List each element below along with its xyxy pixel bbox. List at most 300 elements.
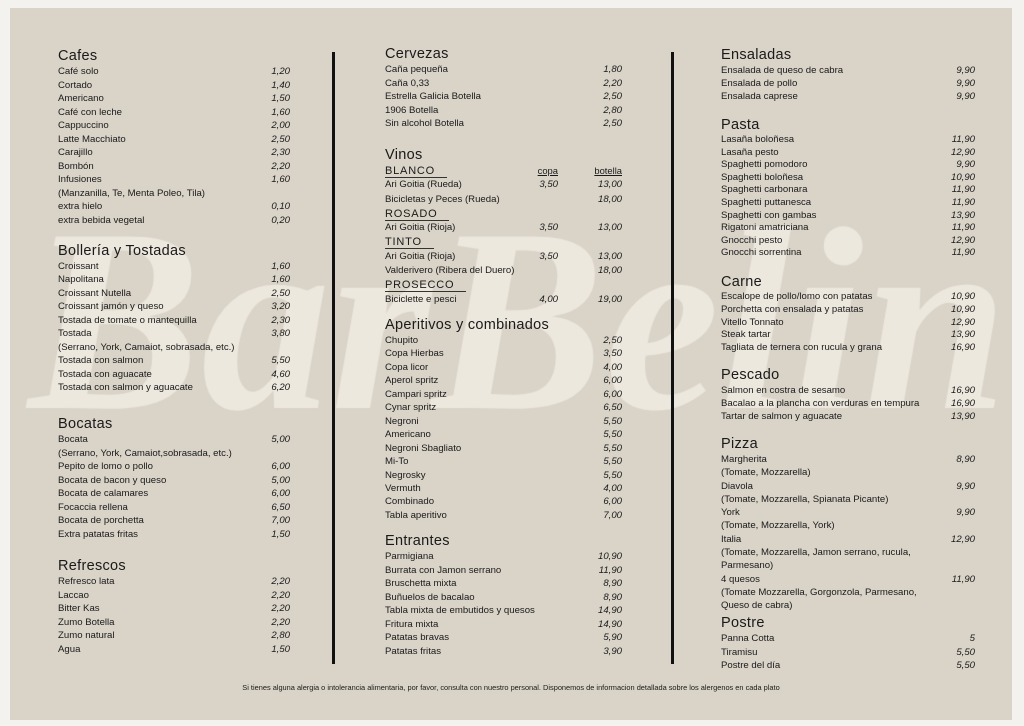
item-price: 4,00 <box>603 482 622 494</box>
section-title: Ensaladas <box>721 47 792 63</box>
item-name: Queso de cabra) <box>721 600 793 612</box>
item-name: Valderivero (Ribera del Duero) <box>385 265 515 277</box>
item-name: Margherita <box>721 454 767 465</box>
item-price-copa: 3,50 <box>539 179 558 191</box>
menu-item <box>58 616 290 630</box>
menu-item <box>58 487 290 501</box>
item-price: 5,90 <box>603 632 622 643</box>
item-name: Americano <box>385 429 431 441</box>
item-price: 6,20 <box>271 381 290 393</box>
item-price: 12,90 <box>950 316 975 328</box>
botella-header: botella <box>594 165 622 176</box>
menu-item <box>721 646 975 660</box>
menu-item <box>58 314 290 327</box>
item-price: 2,50 <box>603 335 622 346</box>
item-name: Spaghetti puttanesca <box>721 196 812 208</box>
item-name: Croissant jamón y queso <box>58 301 164 313</box>
item-price: 11,90 <box>951 247 975 259</box>
item-price: 1,60 <box>271 174 290 185</box>
menu-item <box>58 92 290 106</box>
item-price: 11,90 <box>951 573 975 585</box>
item-price: 4,00 <box>603 361 622 373</box>
menu-item <box>385 90 622 104</box>
item-name: Diavola <box>721 480 753 492</box>
menu-item <box>58 327 290 340</box>
item-name: Croissant Nutella <box>58 287 132 299</box>
item-price: 9,90 <box>956 480 975 492</box>
item-price: 6,00 <box>603 375 622 387</box>
item-name: Steak tartar <box>721 329 771 341</box>
item-name: Fritura mixta <box>385 618 439 630</box>
item-price: 2,20 <box>271 616 290 628</box>
item-name: TINTO <box>385 236 434 249</box>
menu-page <box>10 8 1012 720</box>
item-price: 11,90 <box>951 184 975 196</box>
menu-section-entrantes <box>385 533 622 658</box>
item-name: 4 quesos <box>721 573 760 585</box>
item-price: 10,90 <box>950 171 975 183</box>
item-price: 2,80 <box>271 630 290 642</box>
item-name: ROSADO <box>385 208 449 221</box>
menu-item <box>385 221 622 235</box>
menu-item <box>58 460 290 474</box>
item-name: Negroni <box>385 415 419 427</box>
menu-item <box>58 354 290 367</box>
menu-item <box>58 300 290 313</box>
allergen-notice: Si tienes alguna alergia o intolerancia alimentaria, por favor, consulta con nuestro personal. Disponemos de informacion detallada sobre los alergenos en cada plato <box>242 683 780 692</box>
menu-item <box>385 482 622 495</box>
item-name: Lasaña boloñesa <box>721 134 795 145</box>
item-price: 2,50 <box>603 118 622 129</box>
menu-item <box>385 550 622 564</box>
section-title: Cervezas <box>385 46 449 62</box>
item-price: 6,00 <box>271 488 290 499</box>
menu-item <box>385 293 622 307</box>
menu-item <box>721 410 975 423</box>
section-title: Postre <box>721 615 765 631</box>
item-price: 18,00 <box>597 265 622 277</box>
menu-column-3 <box>721 8 975 708</box>
item-name: Ari Goitia (Rioja) <box>385 222 456 234</box>
menu-section-bolleria-y-tostadas <box>58 243 290 394</box>
item-name: (Tomate, Mozzarella, Jamon serrano, rucula, <box>721 547 911 559</box>
item-price: 1,80 <box>603 64 622 75</box>
item-price: 2,20 <box>271 160 290 172</box>
menu-item <box>721 172 975 185</box>
item-price: 14,90 <box>597 605 622 616</box>
menu-item <box>385 415 622 428</box>
menu-item <box>385 63 622 77</box>
item-name: Ensalada de queso de cabra <box>721 65 844 76</box>
menu-item <box>58 528 290 542</box>
menu-section-ensaladas <box>721 47 975 103</box>
menu-item <box>58 629 290 643</box>
item-price: 12,90 <box>950 234 975 246</box>
item-price-copa: 3,50 <box>539 250 558 262</box>
menu-item <box>385 428 622 441</box>
menu-section-pizza <box>721 436 975 613</box>
item-price: 5,50 <box>603 429 622 441</box>
item-price: 5,50 <box>603 469 622 481</box>
menu-item <box>385 374 622 387</box>
menu-item-note <box>721 559 975 572</box>
item-name: Parmesano) <box>721 560 774 572</box>
menu-item <box>58 501 290 515</box>
item-price: 18,00 <box>597 193 622 205</box>
item-name: (Tomate Mozzarella, Gorgonzola, Parmesano, <box>721 586 917 598</box>
menu-item <box>385 455 622 468</box>
item-name: Ari Goitia (Rioja) <box>385 250 456 262</box>
section-title: Vinos <box>385 147 423 163</box>
item-name: Italia <box>721 533 742 545</box>
item-name: Patatas fritas <box>385 645 441 657</box>
menu-item <box>58 214 290 228</box>
item-price: 12,90 <box>950 533 975 545</box>
menu-item <box>721 329 975 342</box>
wine-category <box>385 164 622 178</box>
section-title: Cafes <box>58 48 98 64</box>
menu-item <box>385 250 622 264</box>
item-name: Rigatoni amatriciana <box>721 222 809 234</box>
item-price: 2,20 <box>271 589 290 601</box>
menu-item <box>721 659 975 673</box>
menu-item-note <box>721 599 975 612</box>
item-price: 5,50 <box>603 442 622 454</box>
menu-item <box>385 469 622 482</box>
menu-item <box>58 273 290 286</box>
menu-item <box>58 146 290 160</box>
item-name: Copa Hierbas <box>385 348 444 360</box>
item-name: Bocata <box>58 434 88 445</box>
menu-item <box>385 591 622 605</box>
menu-item <box>385 604 622 618</box>
item-price: 7,00 <box>271 515 290 526</box>
item-price: 10,90 <box>950 303 975 315</box>
item-price: 13,90 <box>950 209 975 221</box>
item-name: Caña 0,33 <box>385 77 430 89</box>
item-name: Biciclette e pesci <box>385 293 457 305</box>
menu-item <box>721 317 975 330</box>
item-price: 16,90 <box>950 398 975 409</box>
item-price: 1,50 <box>271 528 290 540</box>
item-name: Zumo natural <box>58 630 115 642</box>
item-name: Croissant <box>58 261 99 272</box>
menu-item <box>385 347 622 360</box>
menu-item <box>385 564 622 578</box>
menu-item <box>58 119 290 133</box>
menu-item-note <box>721 493 975 506</box>
item-price: 8,90 <box>603 578 622 589</box>
menu-item <box>721 573 975 586</box>
item-name: Patatas bravas <box>385 632 449 643</box>
item-price: 14,90 <box>597 618 622 630</box>
item-price: 11,90 <box>598 564 622 576</box>
menu-item <box>385 388 622 401</box>
menu-column-2 <box>385 8 622 708</box>
item-price: 1,20 <box>271 66 290 77</box>
item-name: Caña pequeña <box>385 64 448 75</box>
item-name: Vitello Tonnato <box>721 316 784 328</box>
item-name: Pepito de lomo o pollo <box>58 461 153 472</box>
menu-item <box>721 632 975 646</box>
menu-section-cafes <box>58 48 290 227</box>
wine-category <box>385 278 622 292</box>
item-price: 11,90 <box>951 196 975 208</box>
item-price: 7,00 <box>603 509 622 521</box>
menu-item <box>721 342 975 355</box>
item-name: Escalope de pollo/lomo con patatas <box>721 291 873 302</box>
item-name: Carajillo <box>58 147 93 158</box>
menu-item <box>385 104 622 118</box>
menu-item <box>721 453 975 466</box>
item-name: Extra patatas fritas <box>58 528 138 540</box>
item-name: PROSECCO <box>385 279 466 292</box>
menu-item <box>721 197 975 210</box>
item-name: Spaghetti pomodoro <box>721 159 808 171</box>
item-price: 10,90 <box>597 551 622 562</box>
item-price: 8,90 <box>603 591 622 603</box>
item-price: 13,00 <box>597 222 622 234</box>
item-name: Tostada con salmon <box>58 355 144 367</box>
item-price: 2,20 <box>271 603 290 615</box>
item-price: 5,00 <box>271 474 290 486</box>
item-name: Ensalada caprese <box>721 91 798 103</box>
menu-item <box>721 210 975 223</box>
item-price: 6,00 <box>603 496 622 508</box>
item-price: 6,00 <box>603 388 622 400</box>
item-name: Parmigiana <box>385 551 434 562</box>
item-name: Tostada <box>58 328 92 340</box>
menu-item-note <box>721 546 975 559</box>
item-price: 5,50 <box>603 456 622 468</box>
menu-item <box>58 260 290 273</box>
item-name: Gnocchi sorrentina <box>721 247 802 259</box>
menu-item-note <box>58 341 290 354</box>
menu-section-vinos <box>385 147 622 307</box>
item-name: Mi-To <box>385 456 409 468</box>
item-name: Vermuth <box>385 482 421 494</box>
item-price: 4,60 <box>271 368 290 380</box>
item-name: (Manzanilla, Te, Menta Poleo, Tila) <box>58 187 205 199</box>
menu-item <box>58 160 290 174</box>
item-name: Bocata de calamares <box>58 488 149 499</box>
menu-item <box>58 474 290 488</box>
item-price: 16,90 <box>950 385 975 396</box>
item-name: Bacalao a la plancha con verduras en tempura <box>721 398 920 409</box>
item-price: 5,50 <box>956 646 975 658</box>
item-name: Infusiones <box>58 174 102 185</box>
item-name: Tostada con aguacate <box>58 368 152 380</box>
menu-item <box>58 514 290 528</box>
menu-item <box>721 159 975 172</box>
item-name: BLANCO <box>385 165 447 178</box>
item-price: 5 <box>969 633 975 644</box>
item-price: 2,20 <box>603 77 622 89</box>
menu-item-note <box>721 586 975 599</box>
menu-item <box>721 134 975 147</box>
item-price: 6,00 <box>271 461 290 472</box>
menu-item <box>58 368 290 381</box>
menu-section-refrescos <box>58 558 290 657</box>
item-name: Focaccia rellena <box>58 501 128 513</box>
item-price: 1,40 <box>271 79 290 91</box>
item-name: extra bebida vegetal <box>58 214 145 226</box>
menu-item <box>721 480 975 493</box>
item-name: Cappuccino <box>58 120 109 131</box>
menu-item <box>58 200 290 214</box>
menu-item <box>58 602 290 616</box>
menu-item <box>385 264 622 278</box>
item-name: Bocata de porchetta <box>58 515 144 526</box>
menu-item <box>58 433 290 447</box>
item-name: Napolitana <box>58 274 104 286</box>
menu-item <box>58 643 290 657</box>
menu-section-carne <box>721 274 975 355</box>
item-name: Copa licor <box>385 361 429 373</box>
item-price: 2,30 <box>271 314 290 326</box>
menu-item <box>721 90 975 103</box>
menu-item <box>58 133 290 147</box>
item-name: Cortado <box>58 79 93 91</box>
item-name: Aperol spritz <box>385 375 439 387</box>
item-name: Tostada con salmon y aguacate <box>58 381 193 393</box>
item-name: Tagliata de ternera con rucula y grana <box>721 342 883 354</box>
item-price: 10,90 <box>950 291 975 302</box>
menu-item <box>385 442 622 455</box>
item-name: (Tomate, Mozzarella, Spianata Picante) <box>721 493 889 505</box>
item-price: 1,60 <box>271 106 290 118</box>
item-name: (Serrano, York, Camaiot,sobrasada, etc.) <box>58 447 232 459</box>
item-name: Estrella Galicia Botella <box>385 91 481 102</box>
menu-item <box>58 575 290 589</box>
item-price: 2,50 <box>271 133 290 145</box>
item-name: Gnocchi pesto <box>721 234 783 246</box>
item-price: 13,90 <box>950 329 975 341</box>
item-price-copa: 3,50 <box>539 222 558 234</box>
item-name: Combinado <box>385 496 435 508</box>
item-name: Cynar spritz <box>385 402 437 414</box>
item-name: Sin alcohol Botella <box>385 118 464 129</box>
item-name: Negroni Sbagliato <box>385 442 462 454</box>
section-title: Pasta <box>721 117 760 133</box>
item-name: Tartar de salmon y aguacate <box>721 411 843 422</box>
item-price: 13,90 <box>950 411 975 422</box>
section-title: Carne <box>721 274 762 290</box>
item-name: Burrata con Jamon serrano <box>385 564 502 576</box>
item-price: 11,90 <box>951 134 975 145</box>
menu-column-1 <box>58 8 290 708</box>
menu-item <box>58 381 290 394</box>
menu-section-pescado <box>721 367 975 423</box>
item-name: Porchetta con ensalada y patatas <box>721 303 864 315</box>
menu-item-note <box>58 187 290 201</box>
item-price: 9,90 <box>956 65 975 76</box>
menu-item <box>58 65 290 79</box>
item-price: 9,90 <box>956 91 975 103</box>
item-price: 3,80 <box>271 328 290 340</box>
section-title: Bollería y Tostadas <box>58 243 186 259</box>
menu-item <box>721 64 975 77</box>
item-name: Tabla aperitivo <box>385 509 447 521</box>
item-name: Buñuelos de bacalao <box>385 591 475 603</box>
item-name: Café con leche <box>58 106 122 118</box>
menu-item <box>385 509 622 522</box>
menu-item <box>385 193 622 207</box>
menu-section-aperitivos-y-combinados <box>385 317 622 522</box>
column-divider <box>671 52 674 664</box>
section-title: Pescado <box>721 367 780 383</box>
menu-item <box>58 106 290 120</box>
item-name: Negrosky <box>385 469 426 481</box>
section-title: Bocatas <box>58 416 113 432</box>
menu-item-note <box>58 447 290 461</box>
menu-item <box>721 235 975 248</box>
menu-item <box>721 291 975 304</box>
item-name: Panna Cotta <box>721 633 775 644</box>
item-price: 8,90 <box>956 454 975 465</box>
menu-item-note <box>721 519 975 532</box>
item-price: 6,50 <box>603 402 622 414</box>
item-price: 2,20 <box>271 576 290 587</box>
menu-section-postre <box>721 615 975 673</box>
item-name: Tostada de tomate o mantequilla <box>58 314 197 326</box>
menu-section-pasta <box>721 117 975 260</box>
item-name: (Tomate, Mozzarella) <box>721 467 811 479</box>
menu-item <box>385 401 622 414</box>
item-price: 2,30 <box>271 147 290 158</box>
item-price: 5,50 <box>956 660 975 671</box>
item-name: Bocata de bacon y queso <box>58 474 167 486</box>
wine-category <box>385 235 622 249</box>
item-name: Bitter Kas <box>58 603 100 615</box>
item-price: 1,60 <box>271 261 290 272</box>
item-price: 2,50 <box>603 91 622 102</box>
item-name: Tabla mixta de embutidos y quesos <box>385 605 535 616</box>
menu-item <box>385 77 622 91</box>
item-name: Laccao <box>58 589 89 601</box>
menu-item <box>721 384 975 397</box>
menu-item <box>58 287 290 300</box>
item-price: 13,00 <box>597 250 622 262</box>
item-name: Café solo <box>58 66 99 77</box>
item-price-copa: 4,00 <box>539 293 558 305</box>
menu-item <box>721 533 975 546</box>
item-name: Tiramisu <box>721 646 758 658</box>
menu-item <box>385 495 622 508</box>
item-name: Agua <box>58 643 81 655</box>
menu-item <box>385 117 622 131</box>
item-name: Spaghetti carbonara <box>721 184 808 196</box>
menu-item <box>721 247 975 260</box>
menu-item <box>721 147 975 160</box>
item-name: Spaghetti boloñesa <box>721 171 804 183</box>
item-price: 2,80 <box>603 104 622 116</box>
item-name: Latte Macchiato <box>58 133 126 145</box>
menu-item <box>721 304 975 317</box>
item-name: extra hielo <box>58 201 103 212</box>
item-price: 5,50 <box>271 355 290 367</box>
menu-section-cervezas <box>385 46 622 131</box>
item-price: 19,00 <box>597 293 622 305</box>
menu-item <box>721 397 975 410</box>
item-name: (Tomate, Mozzarella, York) <box>721 520 835 532</box>
menu-item <box>385 645 622 659</box>
section-title: Aperitivos y combinados <box>385 317 550 333</box>
copa-header: copa <box>537 165 558 176</box>
item-price: 1,50 <box>271 643 290 655</box>
item-name: Ensalada de pollo <box>721 78 798 90</box>
item-name: (Serrano, York, Camaiot, sobrasada, etc.) <box>58 341 235 353</box>
